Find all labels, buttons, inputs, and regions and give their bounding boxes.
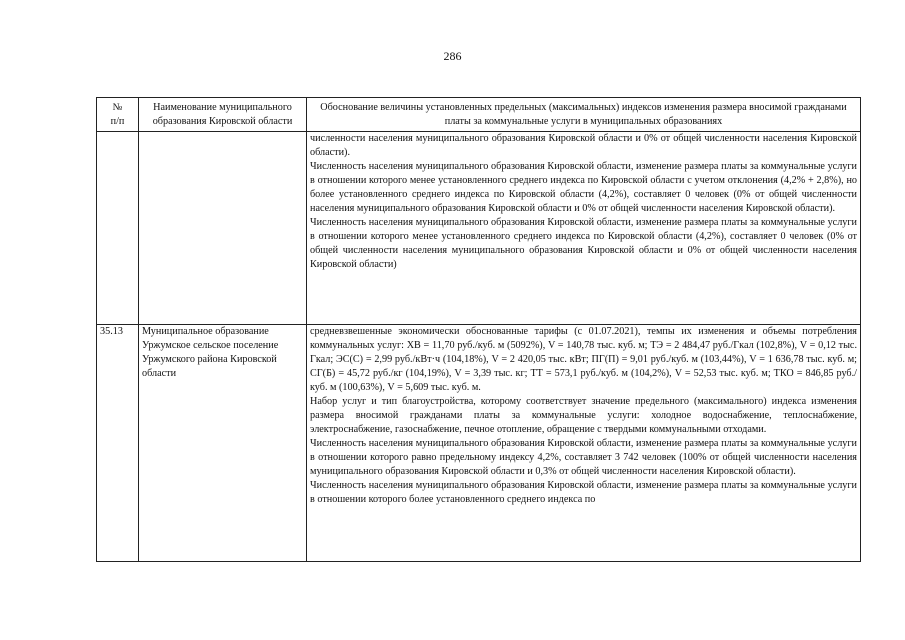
municipality-name [139,132,307,325]
justification-cell [307,132,861,325]
table-header-row [97,98,861,132]
justification-paragraph: Численность населения муниципального образования Кировской области, изменение размера платы за коммунальные услуги в отношении которого менее установленного среднего индекса по Кировской области с учетом отклонения (4,2% + 2,8%), но более установленного среднего индекса по Кировской области (4,2%), составляет 0 человек (0% от общей численности населения муниципального образования Кировской области и 0% от общей численности населения Кировской области). [310,161,857,214]
municipality-name: Муниципальное образование Уржумское сельское поселение Уржумского района Кировской области [139,325,307,562]
justification-paragraph: численности населения муниципального образования Кировской области и 0% от общей численности населения Кировской области). [310,133,857,158]
header-number: № п/п [97,98,139,132]
header-justification: Обоснование величины установленных предельных (максимальных) индексов изменения размера вносимой гражданами платы за коммунальные услуги в муниципальных образованиях [307,98,861,132]
justification-paragraph: Численность населения муниципального образования Кировской области, изменение размера платы за коммунальные услуги в отношении которого менее установленного среднего индекса по Кировской области (4,2%), составляет 0 человек (0% от общей численности населения муниципального образования Кировской области и 0% от общей численности населения Кировской области) [310,217,857,270]
justification-paragraph: Численность населения муниципального образования Кировской области, изменение размера платы за коммунальные услуги в отношении которого более установленного среднего индекса по [310,480,857,505]
table-row [97,325,861,562]
page-number: 286 [443,49,462,63]
justification-paragraph: Набор услуг и тип благоустройства, которому соответствует значение предельного (максимального) индекса изменения размера вносимой гражданами платы за коммунальные услуги: холодное водоснабжение, теплоснабжение, электроснабжение, газоснабжение, печное отопление, обращение с твердыми коммунальными отходами. [310,396,857,435]
table-row [97,132,861,325]
row-number: 35.13 [97,325,139,562]
row-number [97,132,139,325]
justification-paragraph: средневзвешенные экономически обоснованные тарифы (с 01.07.2021), темпы их изменения и объемы потребления коммунальных услуг: ХВ = 11,70 руб./куб. м (5092%), V = 140,78 тыс. куб. м; ТЭ = 2 484,47 руб./Гкал (102,8%), V = 0,12 тыс. Гкал; ЭС(С) = 2,99 руб./кВт·ч (104,18%), V = 2 420,05 тыс. кВт; ПГ(П) = 9,01 руб./куб. м (103,44%), V = 1 636,78 тыс. куб. м; СГ(Б) = 45,72 руб./кг (104,19%), V = 3,39 тыс. кг; ТТ = 573,1 руб./куб. м (104,2%), V = 52,53 тыс. куб. м; ТКО = 846,85 руб./куб. м (100,63%), V = 5,609 тыс. куб. м. [310,326,857,393]
tariff-justification-table [96,97,861,562]
justification-cell [307,325,861,562]
justification-paragraph: Численность населения муниципального образования Кировской области, изменение размера платы за коммунальные услуги в отношении которого равно предельному индексу 4,2%, составляет 3 742 человек (100% от общей численности населения муниципального образования Кировской области и 0,3% от общей численности населения Кировской области). [310,438,857,477]
header-municipality-name: Наименование муниципального образования Кировской области [139,98,307,132]
